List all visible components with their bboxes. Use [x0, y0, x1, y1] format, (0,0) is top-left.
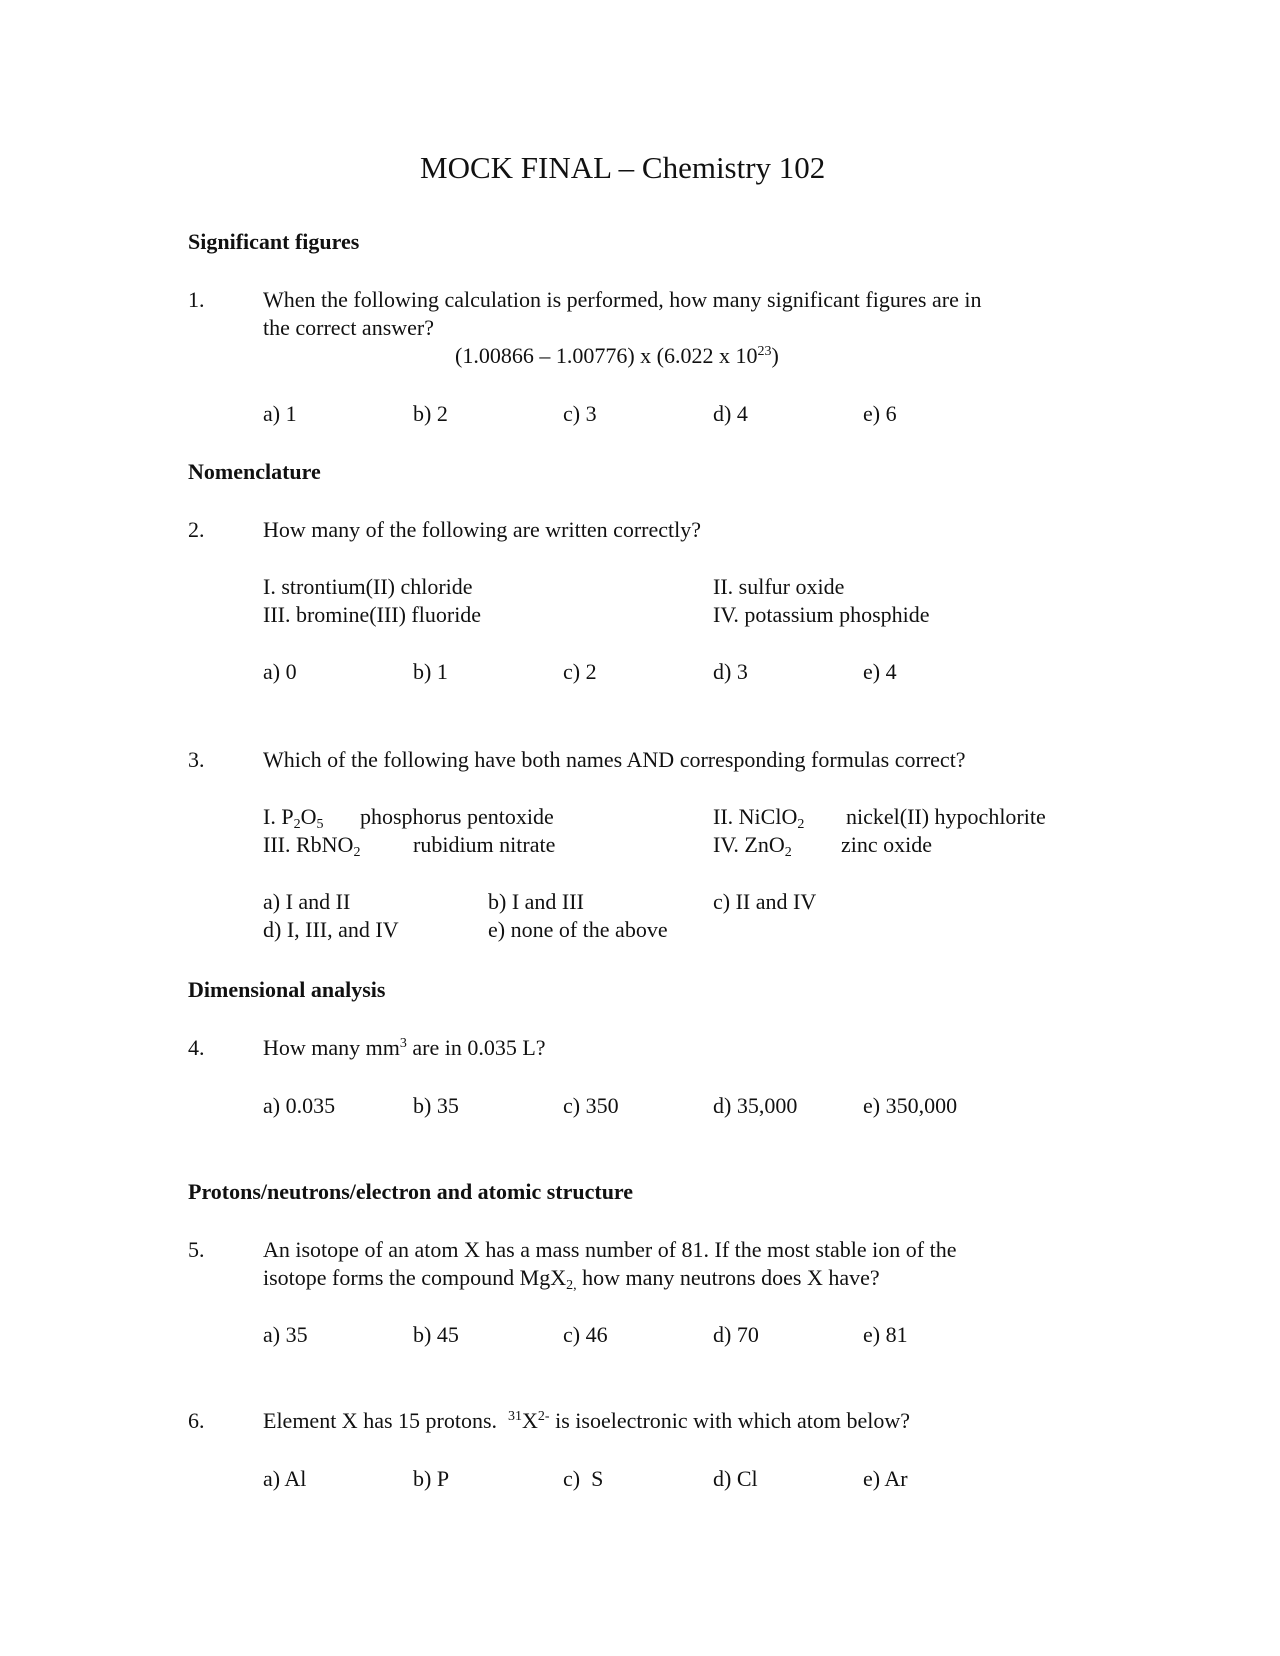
statement-item: III. bromine(III) fluoride [263, 602, 482, 627]
answer-choice: c) 350 [563, 1093, 619, 1118]
formula-item: II. NiClO$_2$ [713, 804, 805, 832]
answer-choice: c) II and IV [713, 889, 817, 914]
section-heading-atomic-structure: Protons/neutrons/electron and atomic structure [188, 1179, 634, 1204]
question-number: 6. [188, 1408, 205, 1433]
answer-choice: e) 81 [863, 1322, 908, 1347]
answer-choice: c) S [563, 1466, 604, 1491]
compound-name: nickel(II) hypochlorite [846, 804, 1046, 829]
question-text: When the following calculation is performed, how many significant figures are in [263, 287, 982, 312]
compound-name: phosphorus pentoxide [360, 804, 554, 829]
question-text: isotope forms the compound MgX$_{2,}$ how many neutrons does X have? [263, 1265, 880, 1293]
statement-item: I. strontium(II) chloride [263, 574, 473, 599]
question-text: An isotope of an atom X has a mass number of 81. If the most stable ion of the [263, 1237, 957, 1262]
answer-choice: b) 2 [413, 401, 448, 426]
compound-name: zinc oxide [841, 832, 933, 857]
question-number: 1. [188, 287, 205, 312]
compound-name: rubidium nitrate [413, 832, 556, 857]
question-number: 4. [188, 1035, 205, 1060]
question-number: 2. [188, 517, 205, 542]
answer-choice: d) I, III, and IV [263, 917, 399, 942]
answer-choice: e) 350,000 [863, 1093, 958, 1118]
answer-choice: a) I and II [263, 889, 351, 914]
answer-choice: c) 3 [563, 401, 597, 426]
question-text: Element X has 15 protons. $^{31}X^{2-}$ is isoelectronic with which atom below? [263, 1408, 911, 1433]
answer-choice: d) Cl [713, 1466, 758, 1491]
answer-choice: e) none of the above [488, 917, 668, 942]
section-heading-significant-figures: Significant figures [188, 229, 360, 254]
answer-choice: a) 35 [263, 1322, 308, 1347]
page-title: MOCK FINAL – Chemistry 102 [420, 150, 826, 185]
answer-choice: c) 2 [563, 659, 597, 684]
section-heading-dimensional-analysis: Dimensional analysis [188, 977, 386, 1002]
statement-item: IV. potassium phosphide [713, 602, 930, 627]
answer-choice: d) 35,000 [713, 1093, 798, 1118]
answer-choice: b) 1 [413, 659, 448, 684]
question-number: 5. [188, 1237, 205, 1262]
answer-choice: a) Al [263, 1466, 307, 1491]
answer-choice: c) 46 [563, 1322, 608, 1347]
statement-item: II. sulfur oxide [713, 574, 845, 599]
question-text: Which of the following have both names AND corresponding formulas correct? [263, 747, 966, 772]
question-text: How many $mm^3$ are in 0.035 L? [263, 1035, 546, 1060]
answer-choice: d) 70 [713, 1322, 759, 1347]
answer-choice: e) 6 [863, 401, 897, 426]
answer-choice: a) 0.035 [263, 1093, 336, 1118]
answer-choice: a) 0 [263, 659, 297, 684]
formula-item: III. RbNO$_2$ [263, 832, 361, 860]
answer-choice: b) 45 [413, 1322, 459, 1347]
answer-choice: d) 3 [713, 659, 748, 684]
answer-choice: b) 35 [413, 1093, 459, 1118]
answer-choice: b) I and III [488, 889, 584, 914]
question-number: 3. [188, 747, 205, 772]
answer-choice: e) 4 [863, 659, 897, 684]
question-text: How many of the following are written correctly? [263, 517, 702, 542]
formula-item: IV. ZnO$_2$ [713, 832, 792, 860]
section-heading-nomenclature: Nomenclature [188, 459, 321, 484]
question-text: the correct answer? [263, 315, 435, 340]
answer-choice: e) Ar [863, 1466, 908, 1491]
formula-item: I. $P_2O_5$ [263, 804, 324, 832]
answer-choice: d) 4 [713, 401, 748, 426]
answer-choice: b) P [413, 1466, 450, 1491]
answer-choice: a) 1 [263, 401, 297, 426]
calculation-expression: (1.00866 – 1.00776) x (6.022 x $10^{23}$) [455, 343, 779, 368]
